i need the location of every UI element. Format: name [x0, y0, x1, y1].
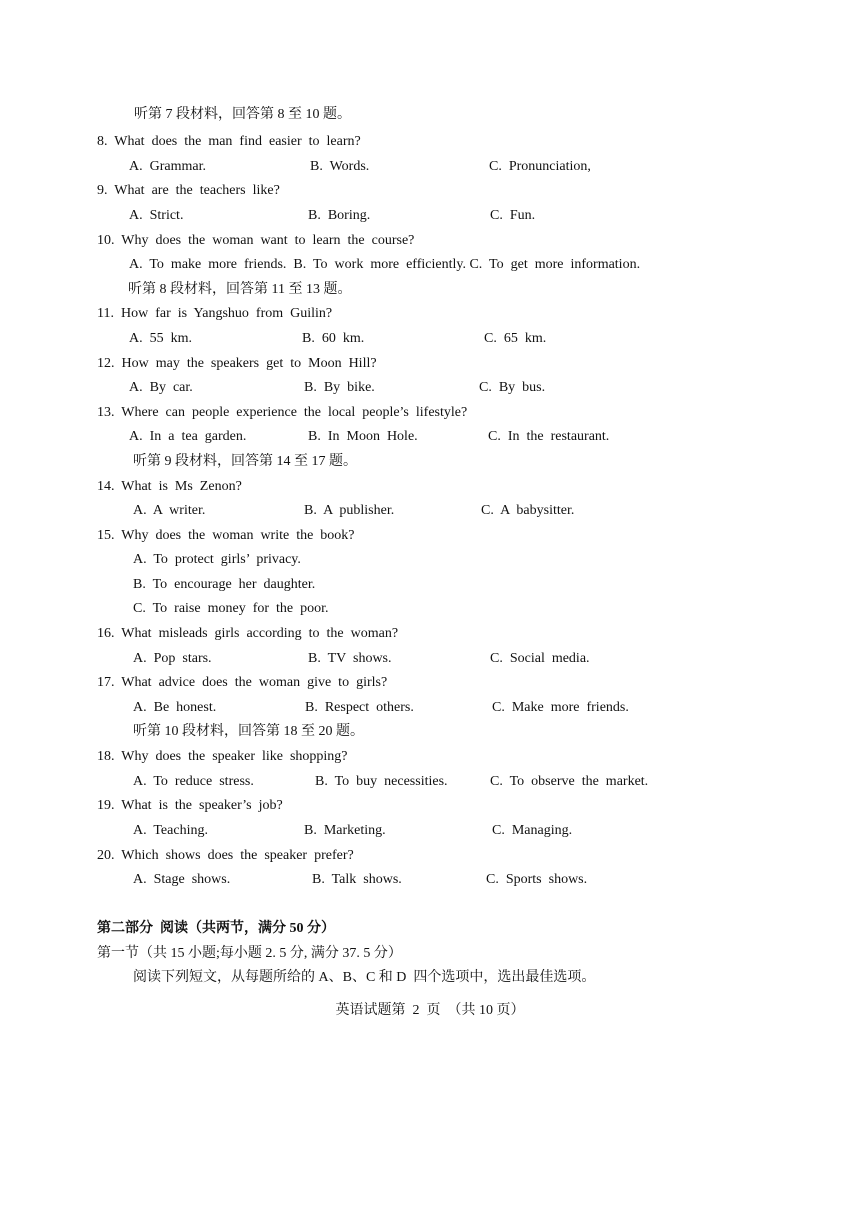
question-20: 20. Which shows does the speaker prefer? — [97, 848, 354, 863]
question-17: 17. What advice does the woman give to girls? — [97, 675, 388, 690]
q20-option-c: C. Sports shows. — [486, 872, 588, 887]
q13-option-a: A. In a tea garden. — [129, 429, 247, 444]
section-heading-7: 听第 7 段材料，回答第 8 至 10 题。 — [134, 107, 351, 122]
q16-option-a: A. Pop stars. — [133, 651, 212, 666]
question-11: 11. How far is Yangshuo from Guilin? — [97, 306, 333, 321]
q8-option-a: A. Grammar. — [129, 159, 206, 174]
q14-option-c: C. A babysitter. — [481, 503, 575, 518]
q19-option-a: A. Teaching. — [133, 823, 208, 838]
q17-option-a: A. Be honest. — [133, 700, 217, 715]
q11-option-b: B. 60 km. — [302, 331, 365, 346]
q15-option-b: B. To encourage her daughter. — [133, 577, 316, 592]
q15-option-a: A. To protect girls’ privacy. — [133, 552, 301, 567]
q19-option-b: B. Marketing. — [304, 823, 386, 838]
q11-option-c: C. 65 km. — [484, 331, 547, 346]
q8-option-c: C. Pronunciation, — [489, 159, 591, 174]
q12-option-c: C. By bus. — [479, 380, 546, 395]
section-1-title: 第一节（共 15 小题;每小题 2. 5 分, 满分 37. 5 分） — [97, 946, 402, 961]
question-16: 16. What misleads girls according to the woman? — [97, 626, 399, 641]
question-13: 13. Where can people experience the local people’s lifestyle? — [97, 405, 468, 420]
question-19: 19. What is the speaker’s job? — [97, 798, 283, 813]
part-2-title: 第二部分 阅读（共两节，满分 50 分） — [97, 921, 335, 936]
q8-option-b: B. Words. — [310, 159, 370, 174]
q13-option-b: B. In Moon Hole. — [308, 429, 418, 444]
question-15: 15. Why does the woman write the book? — [97, 528, 355, 543]
question-10: 10. Why does the woman want to learn the course? — [97, 233, 415, 248]
q16-option-b: B. TV shows. — [308, 651, 392, 666]
section-heading-8: 听第 8 段材料，回答第 11 至 13 题。 — [128, 282, 352, 297]
reading-instruction: 阅读下列短文，从每题所给的 A、B、C 和 D 四个选项中，选出最佳选项。 — [133, 970, 596, 985]
q18-option-a: A. To reduce stress. — [133, 774, 254, 789]
q9-option-c: C. Fun. — [490, 208, 536, 223]
q9-option-b: B. Boring. — [308, 208, 371, 223]
q18-option-b: B. To buy necessities. — [315, 774, 448, 789]
q17-option-b: B. Respect others. — [305, 700, 414, 715]
question-14: 14. What is Ms Zenon? — [97, 479, 242, 494]
q18-option-c: C. To observe the market. — [490, 774, 649, 789]
q20-option-a: A. Stage shows. — [133, 872, 231, 887]
q12-option-b: B. By bike. — [304, 380, 375, 395]
section-heading-10: 听第 10 段材料，回答第 18 至 20 题。 — [133, 724, 364, 739]
q13-option-c: C. In the restaurant. — [488, 429, 610, 444]
q11-option-a: A. 55 km. — [129, 331, 192, 346]
q15-option-c: C. To raise money for the poor. — [133, 601, 329, 616]
q17-option-c: C. Make more friends. — [492, 700, 629, 715]
question-12: 12. How may the speakers get to Moon Hill? — [97, 356, 377, 371]
page-footer: 英语试题第 2 页 （共 10 页） — [335, 1003, 525, 1018]
q14-option-b: B. A publisher. — [304, 503, 395, 518]
q20-option-b: B. Talk shows. — [312, 872, 402, 887]
q19-option-c: C. Managing. — [492, 823, 573, 838]
q14-option-a: A. A writer. — [133, 503, 206, 518]
question-9: 9. What are the teachers like? — [97, 183, 280, 198]
q12-option-a: A. By car. — [129, 380, 193, 395]
question-8: 8. What does the man find easier to learn? — [97, 134, 361, 149]
q10-options: A. To make more friends. B. To work more efficiently. C. To get more information. — [129, 257, 641, 272]
q9-option-a: A. Strict. — [129, 208, 184, 223]
question-18: 18. Why does the speaker like shopping? — [97, 749, 348, 764]
section-heading-9: 听第 9 段材料，回答第 14 至 17 题。 — [133, 454, 357, 469]
q16-option-c: C. Social media. — [490, 651, 590, 666]
